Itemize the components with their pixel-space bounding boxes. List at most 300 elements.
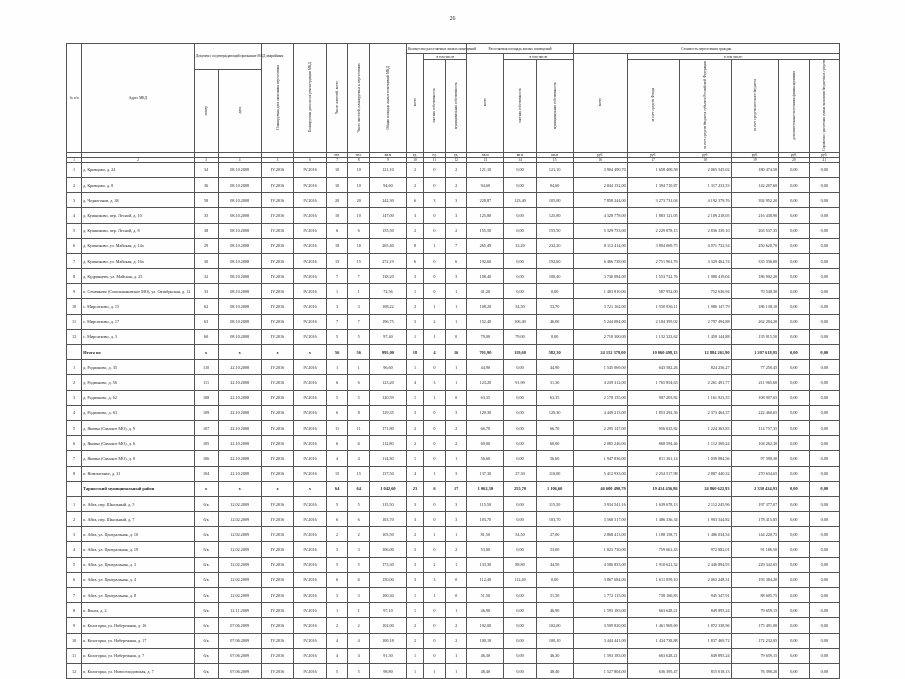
cell-addr: Тарногский муниципальный район — [82, 481, 195, 496]
cell-m: 144 220,75 — [731, 527, 779, 542]
cell-e: 0,00 — [809, 466, 840, 481]
cell-x: 0,00 — [779, 329, 809, 344]
cell-pr: 3 — [424, 193, 446, 208]
cell-ra: 125,80 — [467, 208, 504, 223]
cell-pp: 3 — [348, 299, 370, 314]
cell-cost: 1 593 183,00 — [573, 603, 627, 618]
cell-end: x — [261, 481, 293, 496]
cell-addr: д. Родионово, д. 62 — [82, 390, 195, 405]
cell-date: 08.10.2008 — [218, 299, 261, 314]
cell-doc: 32 — [194, 269, 218, 284]
cell-n: 2 — [67, 177, 82, 192]
cell-area: 137,50 — [370, 466, 407, 481]
cell-ra: 48,40 — [467, 663, 504, 678]
cell-area: 171,80 — [370, 420, 407, 435]
cell-date: 08.10.2008 — [218, 329, 261, 344]
cell-n: 4 — [67, 405, 82, 420]
cell-pp: 56 — [348, 345, 370, 360]
cell-cost: 1 593 183,00 — [573, 648, 627, 663]
cell-area: 102,00 — [370, 618, 407, 633]
cell-n: 8 — [67, 603, 82, 618]
table-row — [67, 633, 840, 648]
cell-mu: 1 — [445, 299, 467, 314]
cell-demo: IV.2016 — [294, 193, 326, 208]
hdr-total-area: Общая площадь жилых помещений МКД — [370, 44, 407, 153]
cell-rp: 0,00 — [504, 208, 536, 223]
cell-f: 956 025,82 — [627, 420, 679, 435]
cell-p: 15 — [326, 253, 348, 268]
cell-n: 3 — [67, 527, 82, 542]
cell-m: 79 659,15 — [731, 603, 779, 618]
cell-pp: 7 — [348, 314, 370, 329]
cell-m: 70 540,30 — [731, 284, 779, 299]
cell-area: 173,30 — [370, 557, 407, 572]
cell-e: 0,00 — [809, 512, 840, 527]
cell-m: 335 336,00 — [731, 253, 779, 268]
cell-date: 22.10.2008 — [218, 466, 261, 481]
cell-n — [67, 345, 82, 360]
cell-cost: 7 858 244,00 — [573, 193, 627, 208]
cell-demo: IV.2016 — [294, 375, 326, 390]
cell-rp: 0,00 — [504, 390, 536, 405]
cell-demo: IV.2016 — [294, 208, 326, 223]
cell-rp: 33,20 — [504, 238, 536, 253]
cell-end: IV.2016 — [261, 253, 293, 268]
cell-m: 262 204,20 — [731, 314, 779, 329]
cell-mu: 2 — [445, 177, 467, 192]
cell-p: 5 — [326, 663, 348, 678]
cell-doc: 30 — [194, 253, 218, 268]
cell-p: 2 — [326, 618, 348, 633]
cell-x: 0,00 — [779, 420, 809, 435]
cell-p: 10 — [326, 177, 348, 192]
cell-m: 2 330 424,93 — [731, 481, 779, 496]
cell-n — [67, 481, 82, 496]
cell-e: 0,00 — [809, 162, 840, 177]
cell-x: 0,00 — [779, 663, 809, 678]
cell-ra: 46,90 — [467, 603, 504, 618]
cell-m: 222 460,65 — [731, 405, 779, 420]
cell-s: 2 373 464,37 — [679, 405, 731, 420]
cell-pr: 0 — [424, 269, 446, 284]
table-row — [67, 253, 840, 268]
cell-x: 0,00 — [779, 177, 809, 192]
cell-f: 1 394 710,87 — [627, 177, 679, 192]
cell-x: 0,00 — [779, 208, 809, 223]
cell-pr: 1 — [424, 527, 446, 542]
cell-f: 3 273 731,04 — [627, 193, 679, 208]
cell-s: 1 161 923,55 — [679, 390, 731, 405]
table-row — [67, 420, 840, 435]
cell-t: 1 — [406, 648, 423, 663]
cell-rm: 129,30 — [536, 405, 573, 420]
cell-end: IV.2016 — [261, 451, 293, 466]
cell-ra: 51,50 — [467, 588, 504, 603]
cell-ra: 129,30 — [467, 405, 504, 420]
cell-m: 91 186,50 — [731, 542, 779, 557]
cell-s: 4 071 732,54 — [679, 238, 731, 253]
cell-rm: 0,00 — [536, 572, 573, 587]
cell-pr: 1 — [424, 588, 446, 603]
cell-area: 196,75 — [370, 314, 407, 329]
table-row — [67, 542, 840, 557]
cell-t: 2 — [406, 436, 423, 451]
cell-pp: 15 — [348, 466, 370, 481]
cell-area: 100,18 — [370, 633, 407, 648]
cell-ra: 155,50 — [467, 223, 504, 238]
cell-e: 0,00 — [809, 238, 840, 253]
cell-m: 108 907,65 — [731, 390, 779, 405]
cell-rp: 0,00 — [504, 253, 536, 268]
cell-pr: 1 — [424, 390, 446, 405]
cell-pr: 0 — [424, 451, 446, 466]
cell-f: 663 628,21 — [627, 648, 679, 663]
cell-n: 7 — [67, 588, 82, 603]
cell-t: 18 — [406, 345, 423, 360]
cell-addr: п. Айга, ул. Центральная, д. 4 — [82, 572, 195, 587]
hdr-area-incl: в том числе — [504, 54, 573, 60]
cell-mu: 1 — [445, 603, 467, 618]
cell-area: 103,70 — [370, 512, 407, 527]
cell-rp: 0,00 — [504, 542, 536, 557]
cell-area: 97,10 — [370, 603, 407, 618]
cell-f: 663 628,21 — [627, 603, 679, 618]
cell-area: 138,20 — [370, 269, 407, 284]
cell-x: 0,00 — [779, 633, 809, 648]
cell-addr: с. Мирсатково, д. 17 — [82, 314, 195, 329]
cell-e: 0,00 — [809, 314, 840, 329]
cell-cost: 8 112 414,00 — [573, 238, 627, 253]
cell-date: 08.10.2008 — [218, 269, 261, 284]
cell-addr: п. Айга, пер. Школьный, д. 5 — [82, 496, 195, 511]
cell-pp: 7 — [348, 269, 370, 284]
cell-doc: 105 — [194, 436, 218, 451]
cell-n: 2 — [67, 375, 82, 390]
cell-pp: 4 — [348, 648, 370, 663]
cell-date: 08.10.2008 — [218, 314, 261, 329]
cell-area: 114,30 — [370, 451, 407, 466]
cell-pr: 1 — [424, 466, 446, 481]
cell-rm: 94,60 — [536, 177, 573, 192]
cell-demo: IV.2016 — [294, 360, 326, 375]
hdr-area-municipal: муниципальная собственность — [536, 60, 573, 153]
cell-rp: 0,00 — [504, 436, 536, 451]
cell-mu: 0 — [445, 390, 467, 405]
cell-addr: Итого по — [82, 345, 195, 360]
cell-mu: 0 — [445, 329, 467, 344]
cell-demo: IV.2016 — [294, 284, 326, 299]
cell-rm: 63,35 — [536, 390, 573, 405]
cell-rp: 123,40 — [504, 193, 536, 208]
cell-cost: 3 568 317,00 — [573, 512, 627, 527]
cell-cost: 2 844 152,00 — [573, 177, 627, 192]
cell-rm: 0,00 — [536, 284, 573, 299]
cell-doc: 6/к — [194, 663, 218, 678]
cell-s: 1 112 369,24 — [679, 436, 731, 451]
table-row — [67, 314, 840, 329]
cell-date: x — [218, 481, 261, 496]
cell-date: 07.06.2009 — [218, 633, 261, 648]
cell-pr: 0 — [424, 542, 446, 557]
cell-f: 1 765 854,63 — [627, 375, 679, 390]
hdr-cost-total: всего — [573, 54, 627, 153]
cell-pp: 5 — [348, 329, 370, 344]
cell-rp: 88,80 — [504, 557, 536, 572]
cell-p: 11 — [326, 420, 348, 435]
cell-p: 5 — [326, 496, 348, 511]
cell-date: 22.10.2008 — [218, 375, 261, 390]
cell-area: 96,60 — [370, 360, 407, 375]
cell-end: IV.2016 — [261, 496, 293, 511]
cell-pr: 1 — [424, 299, 446, 314]
cell-s: 3 329 462,74 — [679, 253, 731, 268]
cell-cost: 2 178 155,00 — [573, 390, 627, 405]
cell-area: 120,59 — [370, 390, 407, 405]
cell-end: IV.2016 — [261, 466, 293, 481]
cell-f: 1 883 121,05 — [627, 208, 679, 223]
cell-rm: 46,00 — [536, 314, 573, 329]
cell-cost: 3 904 490,70 — [573, 162, 627, 177]
cell-end: IV.2016 — [261, 329, 293, 344]
cell-ra: 46,30 — [467, 648, 504, 663]
cell-f: 1 639 678,13 — [627, 496, 679, 511]
cell-cost: 5 412 933,00 — [573, 466, 627, 481]
cell-s: 945 347,91 — [679, 588, 731, 603]
cell-p: 56 — [326, 345, 348, 360]
cell-n: 11 — [67, 648, 82, 663]
table-row — [67, 238, 840, 253]
cell-pr: 0 — [424, 223, 446, 238]
cell-mu: 3 — [445, 512, 467, 527]
cell-date: 22.10.2008 — [218, 451, 261, 466]
cell-p: 4 — [326, 633, 348, 648]
cell-date: 22.10.2008 — [218, 390, 261, 405]
cell-e: 0,00 — [809, 588, 840, 603]
cell-end: IV.2016 — [261, 512, 293, 527]
cell-area: 272,19 — [370, 253, 407, 268]
cell-doc: 106 — [194, 451, 218, 466]
cell-pr: 0 — [424, 436, 446, 451]
cell-area: 91,30 — [370, 648, 407, 663]
cell-pr: 2 — [424, 314, 446, 329]
cell-demo: IV.2016 — [294, 588, 326, 603]
cell-rm: 44,50 — [536, 557, 573, 572]
cell-end: IV.2016 — [261, 572, 293, 587]
cell-x: 0,00 — [779, 345, 809, 360]
cell-n: 4 — [67, 542, 82, 557]
table-row — [67, 299, 840, 314]
table-row — [67, 405, 840, 420]
units-row: чел. чел. кв.м ед. ед. ед. кв.м кв.м кв.м руб. руб. руб. руб. руб. руб. — [67, 152, 840, 157]
cell-demo: IV.2016 — [294, 253, 326, 268]
cell-rp: 0,00 — [504, 512, 536, 527]
cell-mu: 1 — [445, 360, 467, 375]
cell-rm: 192,60 — [536, 253, 573, 268]
cell-p: 18 — [326, 238, 348, 253]
cell-pr: 0 — [424, 512, 446, 527]
cell-cost: 4 449 213,00 — [573, 405, 627, 420]
cell-mu: 1 — [445, 557, 467, 572]
cell-area: 106,00 — [370, 542, 407, 557]
cell-date: 07.06.2009 — [218, 648, 261, 663]
cell-pp: 10 — [348, 208, 370, 223]
cell-area: 242,30 — [370, 193, 407, 208]
cell-addr: п. Айга, ул. Центральная, д. 19 — [82, 542, 195, 557]
cell-pp: 20 — [348, 193, 370, 208]
cell-area: 1 042,60 — [370, 481, 407, 496]
cell-doc: 107 — [194, 420, 218, 435]
cell-f: 868 594,46 — [627, 436, 679, 451]
table-row — [67, 162, 840, 177]
cell-mu: 3 — [445, 466, 467, 481]
cell-x: 0,00 — [779, 405, 809, 420]
cell-f: 759 661,43 — [627, 542, 679, 557]
cell-doc: 33 — [194, 284, 218, 299]
cell-end: x — [261, 345, 293, 360]
cell-demo: IV.2016 — [294, 496, 326, 511]
cell-m: 180 474,50 — [731, 162, 779, 177]
cell-t: 4 — [406, 466, 423, 481]
cell-e: 0,00 — [809, 451, 840, 466]
cell-demo: IV.2016 — [294, 633, 326, 648]
cell-mu: 2 — [445, 542, 467, 557]
cell-rm: 582,30 — [536, 345, 573, 360]
cell-rm: 115,50 — [536, 496, 573, 511]
cell-t: 1 — [406, 603, 423, 618]
hdr-demolition-date: Планируемая дата сноса/реконструкции МКД — [294, 44, 326, 153]
cell-e: 0,00 — [809, 405, 840, 420]
cell-area: 97,40 — [370, 329, 407, 344]
cell-end: IV.2016 — [261, 527, 293, 542]
cell-mu: 0 — [445, 588, 467, 603]
cell-end: IV.2016 — [261, 663, 293, 678]
cell-p: 20 — [326, 193, 348, 208]
cell-m: 270 634,65 — [731, 466, 779, 481]
cell-doc: 29 — [194, 238, 218, 253]
cell-date: 08.10.2008 — [218, 238, 261, 253]
cell-end: IV.2016 — [261, 405, 293, 420]
cell-rm: 46,90 — [536, 603, 573, 618]
cell-pp: 5 — [348, 496, 370, 511]
cell-pr: 2 — [424, 557, 446, 572]
hdr-end-date: Планируемая дата окончания переселения — [261, 44, 293, 153]
cell-ra: 108,20 — [467, 299, 504, 314]
cell-addr: д. Яковка (Сямское МО), д. 8 — [82, 451, 195, 466]
cell-s: 2 112 245,96 — [679, 496, 731, 511]
cell-t: 2 — [406, 177, 423, 192]
cell-m: 77 250,45 — [731, 360, 779, 375]
cell-rp: 0,00 — [504, 648, 536, 663]
cell-f: 2 229 878,15 — [627, 223, 679, 238]
cell-m: 193 384,20 — [731, 572, 779, 587]
cell-x: 0,00 — [779, 496, 809, 511]
cell-p: 15 — [326, 466, 348, 481]
cell-demo: IV.2016 — [294, 329, 326, 344]
cell-mu: 3 — [445, 496, 467, 511]
cell-x: 0,00 — [779, 284, 809, 299]
cell-e: 0,00 — [809, 633, 840, 648]
cell-rm: 105,00 — [536, 193, 573, 208]
cell-ra: 81,50 — [467, 527, 504, 542]
cell-p: 6 — [326, 572, 348, 587]
cell-m: 79 659,15 — [731, 648, 779, 663]
cell-pr: 0 — [424, 405, 446, 420]
hdr-units-private: частная собственность — [424, 60, 446, 153]
cell-pp: 6 — [348, 436, 370, 451]
cell-x: 0,00 — [779, 481, 809, 496]
cell-m: 197 377,07 — [731, 496, 779, 511]
cell-x: 0,00 — [779, 314, 809, 329]
cell-ra: 123,20 — [467, 375, 504, 390]
cell-demo: x — [294, 481, 326, 496]
cell-doc: 6/к — [194, 527, 218, 542]
cell-ra: 60,00 — [467, 436, 504, 451]
cell-date: 08.10.2008 — [218, 284, 261, 299]
cell-cost: 24 152 379,00 — [573, 345, 627, 360]
cell-rp: 0,00 — [504, 588, 536, 603]
hdr-cost-group: Стоимость переселения граждан — [573, 44, 839, 54]
cell-x: 0,00 — [779, 451, 809, 466]
cell-pp: 5 — [348, 557, 370, 572]
cell-t: 3 — [406, 314, 423, 329]
cell-pp: 11 — [348, 420, 370, 435]
cell-cost: 5 244 084,00 — [573, 314, 627, 329]
cell-x: 0,00 — [779, 269, 809, 284]
cell-ra: 192,60 — [467, 253, 504, 268]
cell-ra: 1 062,30 — [467, 481, 504, 496]
cell-p: 7 — [326, 314, 348, 329]
cell-mu: 1 — [445, 663, 467, 678]
table-row — [67, 177, 840, 192]
cell-t: 2 — [406, 633, 423, 648]
cell-end: IV.2016 — [261, 177, 293, 192]
cell-t: 1 — [406, 284, 423, 299]
cell-m: 88 605,75 — [731, 588, 779, 603]
cell-date: 12.02.2009 — [218, 572, 261, 587]
cell-rp: 0,00 — [504, 603, 536, 618]
cell-mu: 1 — [445, 375, 467, 390]
cell-t: 1 — [406, 588, 423, 603]
cell-p: 3 — [326, 588, 348, 603]
cell-addr: д. Родионово, д. 63 — [82, 405, 195, 420]
cell-demo: IV.2016 — [294, 269, 326, 284]
cell-cost: 2 868 413,00 — [573, 527, 627, 542]
cell-date: 07.06.2009 — [218, 618, 261, 633]
cell-demo: IV.2016 — [294, 557, 326, 572]
cell-s: 2 446 894,93 — [679, 557, 731, 572]
cell-s: 1 837 469,72 — [679, 633, 731, 648]
table-row — [67, 193, 840, 208]
cell-cost: 1 527 804,00 — [573, 663, 627, 678]
table-row — [67, 572, 840, 587]
table-header — [67, 44, 840, 163]
cell-e: 0,00 — [809, 527, 840, 542]
cell-addr: д. Кушниково, ул. Майская, д. 16а — [82, 253, 195, 268]
cell-t: 6 — [406, 253, 423, 268]
cell-pp: 10 — [348, 162, 370, 177]
cell-end: IV.2016 — [261, 633, 293, 648]
cell-rp: 0,00 — [504, 618, 536, 633]
cell-doc: 60 — [194, 329, 218, 344]
cell-demo: IV.2016 — [294, 405, 326, 420]
cell-t: 2 — [406, 420, 423, 435]
cell-x: 0,00 — [779, 512, 809, 527]
cell-pp: 1 — [348, 284, 370, 299]
cell-s: 2 836 339,10 — [679, 223, 731, 238]
cell-rp: 0,00 — [504, 269, 536, 284]
cell-n: 6 — [67, 572, 82, 587]
cell-pr: 0 — [424, 633, 446, 648]
